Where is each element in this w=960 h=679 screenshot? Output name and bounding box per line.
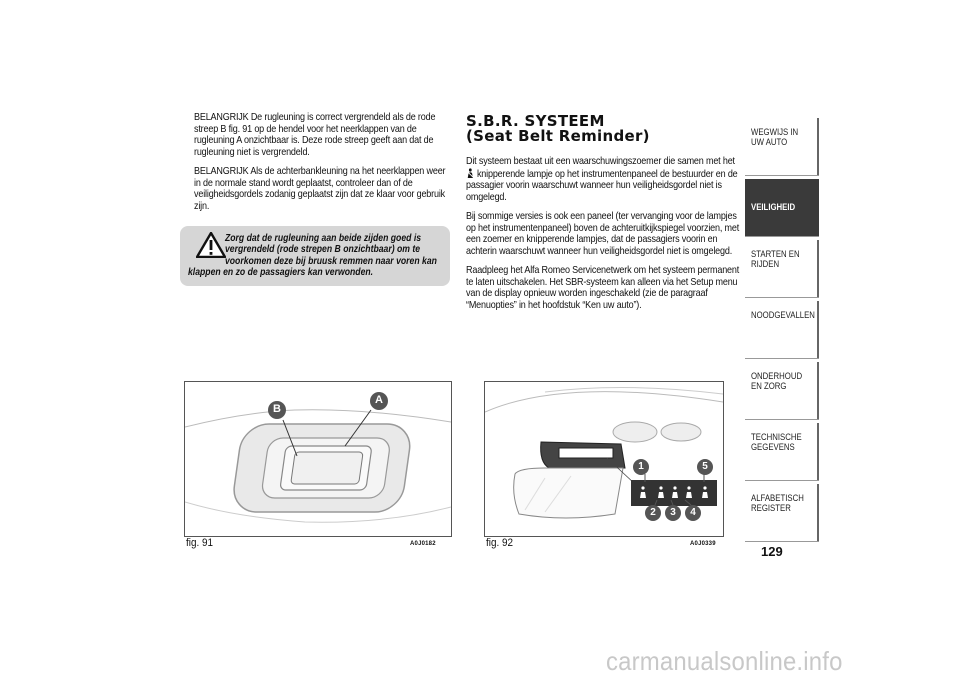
left-column <box>194 112 450 220</box>
section-title-line-2: (Seat Belt Reminder) <box>466 127 650 145</box>
watermark: carmanualsonline.info <box>606 646 843 676</box>
tab-label: TECHNISCHE GEGEVENS <box>751 432 802 453</box>
tab-label: NOODGEVALLEN <box>751 310 815 321</box>
tab-alfabetisch-register[interactable] <box>745 484 819 541</box>
tab-wegwijs-in-uw-auto[interactable] <box>745 118 819 175</box>
figure-91-code: A0J0182 <box>410 541 436 547</box>
figure-91-image <box>184 381 452 537</box>
warning-box <box>180 226 450 286</box>
tab-noodgevallen[interactable] <box>745 301 819 358</box>
label-a: A <box>375 394 383 406</box>
warning-line-3: voorkomen deze bij bruusk remmen naar voren kan <box>224 255 437 267</box>
sbr-paragraph-3: Raadpleeg het Alfa Romeo Servicenetwerk om het systeem permanent te laten uitschakelen. Het SBR-systeem kan alleen via het Setup menu van de display opnieuw worden ingeschakeld (zie de paragraaf “Menuopties” in het hoofdstuk “Ken uw auto”). <box>466 264 740 311</box>
section-title-line-1: S.B.R. SYSTEEM <box>466 112 605 130</box>
section-title <box>466 114 650 144</box>
tab-label: WEGWIJS IN UW AUTO <box>751 127 799 148</box>
seat-latch-illustration <box>185 382 451 536</box>
tab-label: ALFABETISCH REGISTER <box>751 493 804 514</box>
sbr-paragraph-2: Bij sommige versies is ook een paneel (ter vervanging voor de lampjes op het instrumentenpaneel) boven de achteruitkijkspiegel voorzien, met een zoemer en knipperende lampjes, dat de passagiers voorin en achterin waarschuwt wanneer hun veiligheidsgordel niet is omgelegd. <box>466 210 740 257</box>
tab-label: VEILIGHEID <box>751 202 796 213</box>
figure-92-caption: fig. 92 <box>486 537 513 549</box>
warning-line-1: Zorg dat de rugleuning aan beide zijden goed is <box>224 233 422 244</box>
figure-92-image <box>484 381 724 537</box>
chapter-tabs <box>745 118 819 545</box>
figure-91-caption: fig. 91 <box>186 537 213 549</box>
figure-92-code: A0J0339 <box>690 541 716 547</box>
label-4: 4 <box>690 507 696 518</box>
tab-technische-gegevens[interactable] <box>745 423 819 480</box>
tab-label: ONDERHOUD EN ZORG <box>751 371 803 392</box>
sbr-paragraph-1 <box>466 156 739 203</box>
label-5: 5 <box>702 461 708 472</box>
label-3: 3 <box>670 507 676 518</box>
tab-label: STARTEN EN RIJDEN <box>751 249 800 270</box>
page-number: 129 <box>761 544 783 559</box>
warning-text <box>188 233 440 278</box>
warning-line-2: vergrendeld (rode strepen B onzichtbaar) om te <box>224 244 421 256</box>
tab-onderhoud-en-zorg[interactable] <box>745 362 819 419</box>
tab-starten-en-rijden[interactable] <box>745 240 819 297</box>
sbr-paragraph-1-b: knipperende lampje op het instrumentenpaneel de bestuurder en de passagier voorin waarschuwt wanneer hun veiligheidsgordel niet is omgelegd. <box>466 167 738 203</box>
label-2: 2 <box>650 507 656 518</box>
right-column <box>466 156 739 319</box>
seatbelt-icon <box>466 168 475 178</box>
warning-line-4: klappen en zo de passagiers kan verwonden. <box>188 266 374 278</box>
important-note-2: BELANGRIJK Als de achterbankleuning na het neerklappen weer in de normale stand wordt geplaatst, controleer dan of de veiligheidsgordels zodanig geplaatst zijn dat ze klaar voor gebruik zijn. <box>194 165 446 212</box>
sbr-paragraph-1-a: Dit systeem bestaat uit een waarschuwingszoemer die samen met het <box>466 155 735 167</box>
tab-veiligheid[interactable] <box>745 179 819 236</box>
label-b: B <box>273 403 281 415</box>
label-1: 1 <box>638 461 644 472</box>
important-note-1: BELANGRIJK De rugleuning is correct vergrendeld als de rode streep B fig. 91 op de hendel voor het neerklappen van de rugleuning A onzichtbaar is. Deze rode streep geeft aan dat de rugleuning niet is vergrendeld. <box>194 111 436 158</box>
